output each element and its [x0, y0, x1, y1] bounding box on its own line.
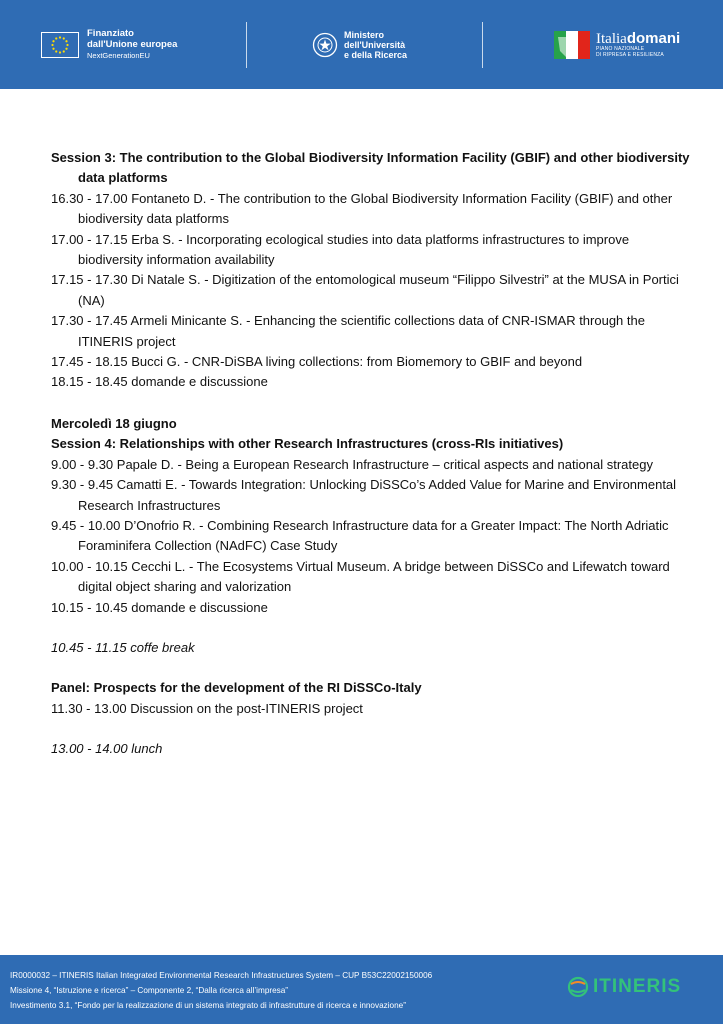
- ministry-line2: dell'Università: [344, 39, 406, 50]
- header-divider: [246, 22, 247, 68]
- session3-item: 16.30 - 17.00 Fontaneto D. - The contribution to the Global Biodiversity Information Facility (GBIF) and other biodiversity data platforms: [51, 190, 673, 227]
- republic-emblem-icon: [312, 32, 338, 58]
- itineris-globe-icon: [567, 976, 589, 998]
- panel-title: Panel: Prospects for the development of the RI DiSSCo-Italy: [51, 680, 422, 696]
- lunch: 13.00 - 14.00 lunch: [51, 741, 163, 757]
- day-heading: Mercoledì 18 giugno: [51, 415, 177, 431]
- session4-item: 9.00 - 9.30 Papale D. - Being a European Research Infrastructure – critical aspects and national strategy: [51, 456, 653, 472]
- ministry-logo: [312, 0, 407, 89]
- italiadomani-sub1: PIANO NAZIONALE: [596, 46, 645, 52]
- session4-item: 10.00 - 10.15 Cecchi L. - The Ecosystems Virtual Museum. A bridge between DiSSCo and Lifewatch toward digital object sharing and valorization: [51, 558, 670, 595]
- itineris-logo-text: ITINERIS: [593, 976, 682, 997]
- coffee-break: 10.45 - 11.15 coffe break: [51, 639, 195, 655]
- footer-line3: Investimento 3.1, “Fondo per la realizzazione di un sistema integrato di infrastrutture di ricerca e innovazione”: [10, 1001, 406, 1010]
- italy-mark-icon: [552, 27, 592, 63]
- session3-item: 18.15 - 18.45 domande e discussione: [51, 374, 268, 390]
- session3-title: Session 3: The contribution to the Global Biodiversity Information Facility (GBIF) and other biodiversity data platforms: [51, 150, 690, 186]
- session3-item: 17.45 - 18.15 Bucci G. - CNR-DiSBA living collections: from Biomemory to GBIF and beyond: [51, 354, 583, 370]
- eu-flag-icon: [41, 32, 79, 58]
- italiadomani-word-regular: Italia: [596, 31, 627, 47]
- session4-item: 9.30 - 9.45 Camatti E. - Towards Integration: Unlocking DiSSCo’s Added Value for Marine and Environmental Research Infrastructures: [51, 477, 677, 513]
- footer-line2: Missione 4, “Istruzione e ricerca” – Componente 2, “Dalla ricerca all’impresa”: [10, 986, 289, 995]
- italiadomani-sub2: DI RIPRESA E RESILIENZA: [596, 51, 664, 58]
- programme-content: [51, 148, 696, 760]
- eu-line2: dall'Unione europea: [87, 39, 178, 50]
- italiadomani-logo: [552, 0, 680, 89]
- itineris-logo: [567, 975, 681, 999]
- ministry-line3: e della Ricerca: [344, 49, 408, 60]
- ministry-line1: Ministero: [344, 29, 385, 40]
- panel-item: 11.30 - 13.00 Discussion on the post-ITINERIS project: [51, 700, 363, 716]
- session4-item: 10.15 - 10.45 domande e discussione: [51, 599, 268, 615]
- footer-line1: IR0000032 – ITINERIS Italian Integrated Environmental Research Infrastructures System – CUP B53C22002150006: [10, 971, 433, 980]
- italiadomani-word-bold: domani: [626, 30, 681, 47]
- eu-line3: NextGenerationEU: [87, 51, 150, 60]
- session4-item: 9.45 - 10.00 D’Onofrio R. - Combining Research Infrastructure data for a Greater Impact: The North Adriatic Foraminifera Collection (NAdFC) Case Study: [51, 517, 669, 554]
- footer-bar: [0, 955, 723, 1024]
- header-bar: [0, 0, 723, 89]
- eu-line1: Finanziato: [87, 28, 134, 39]
- eu-funding-logo: [41, 0, 177, 89]
- header-divider: [482, 22, 483, 68]
- session3-item: 17.00 - 17.15 Erba S. - Incorporating ecological studies into data platforms infrastructures to improve biodiversity information availability: [51, 231, 630, 268]
- session3-item: 17.15 - 17.30 Di Natale S. - Digitization of the entomological museum “Filippo Silvestri” at the MUSA in Portici (NA): [51, 272, 679, 308]
- session4-title: Session 4: Relationships with other Research Infrastructures (cross-RIs initiatives): [51, 436, 564, 452]
- session3-item: 17.30 - 17.45 Armeli Minicante S. - Enhancing the scientific collections data of CNR-ISMAR through the ITINERIS project: [51, 313, 645, 349]
